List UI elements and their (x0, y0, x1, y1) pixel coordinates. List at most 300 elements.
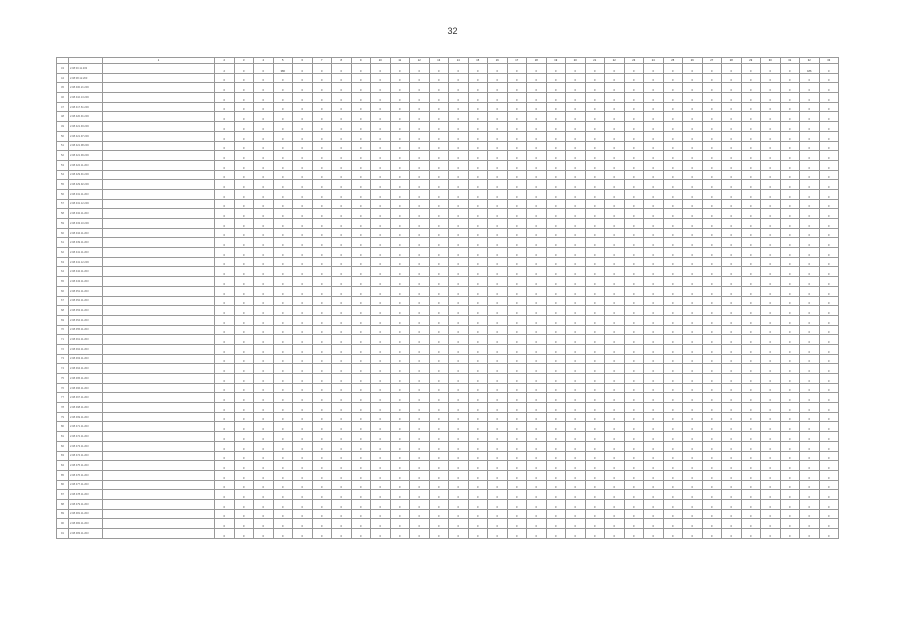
value-cell: 0 (234, 383, 254, 393)
row-number: 65 (57, 277, 69, 287)
value-cell: 0 (624, 160, 644, 170)
value-cell: 0 (488, 325, 508, 335)
value-cell: 0 (585, 344, 605, 354)
value-cell: 0 (761, 199, 781, 209)
value-cell: 0 (273, 141, 293, 151)
value-cell: 0 (215, 412, 235, 422)
row-number: 50 (57, 131, 69, 141)
value-cell: 0 (585, 238, 605, 248)
value-cell: 0 (683, 344, 703, 354)
value-cell: 0 (780, 354, 800, 364)
value-cell: 0 (312, 325, 332, 335)
value-cell: 0 (624, 344, 644, 354)
value-cell: 0 (663, 160, 683, 170)
value-cell: 0 (741, 306, 761, 316)
value-cell: 0 (332, 228, 352, 238)
value-cell: 0 (468, 151, 488, 161)
value-cell: 0 (449, 325, 469, 335)
value-cell: 0 (819, 412, 839, 422)
value-cell: 0 (605, 412, 625, 422)
row-number: 81 (57, 432, 69, 442)
value-cell: 0 (410, 393, 430, 403)
value-cell: 0 (429, 296, 449, 306)
value-cell: 0 (488, 335, 508, 345)
value-cell: 0 (644, 286, 664, 296)
value-cell: 0 (312, 422, 332, 432)
value-cell: 0 (234, 209, 254, 219)
value-cell: 0 (780, 374, 800, 384)
row-number: 56 (57, 189, 69, 199)
value-cell: 0 (410, 335, 430, 345)
value-cell: 0 (507, 209, 527, 219)
value-cell: 0 (605, 393, 625, 403)
value-cell: 0 (800, 344, 820, 354)
value-cell: 0 (624, 73, 644, 83)
value-cell: 0 (702, 199, 722, 209)
value-cell: 0 (273, 286, 293, 296)
value-cell: 0 (527, 344, 547, 354)
value-cell: 0 (351, 151, 371, 161)
value-cell: 0 (371, 499, 391, 509)
value-cell: 0 (293, 151, 313, 161)
value-cell: 0 (410, 383, 430, 393)
value-cell: 0 (215, 393, 235, 403)
value-cell: 0 (624, 248, 644, 258)
value-cell: 0 (371, 354, 391, 364)
value-cell: 0 (605, 131, 625, 141)
value-cell: 0 (351, 296, 371, 306)
value-cell: 0 (722, 277, 742, 287)
value-cell: 0 (741, 461, 761, 471)
value-cell: 0 (624, 461, 644, 471)
value-cell: 0 (332, 490, 352, 500)
row-code: 2.08 469.11.203 (69, 412, 103, 422)
value-cell: 0 (449, 131, 469, 141)
value-cell: 0 (254, 393, 274, 403)
value-cell: 0 (741, 93, 761, 103)
value-cell: 0 (429, 267, 449, 277)
value-cell: 0 (429, 451, 449, 461)
value-cell: 0 (507, 131, 527, 141)
value-cell: 0 (390, 306, 410, 316)
value-cell: 0 (215, 277, 235, 287)
value-cell: 0 (429, 257, 449, 267)
value-cell: 0 (527, 393, 547, 403)
value-cell: 0 (566, 315, 586, 325)
value-cell: 0 (293, 296, 313, 306)
value-cell: 0 (234, 248, 254, 258)
value-cell: 0 (722, 112, 742, 122)
value-cell: 0 (624, 286, 644, 296)
value-cell: 0 (351, 470, 371, 480)
value-cell: 0 (527, 267, 547, 277)
value-cell: 0 (527, 122, 547, 132)
value-cell: 0 (449, 374, 469, 384)
value-cell: 0 (741, 238, 761, 248)
value-cell: 0 (780, 432, 800, 442)
table-row (57, 102, 839, 112)
value-cell: 0 (702, 499, 722, 509)
value-cell: 0 (683, 296, 703, 306)
value-cell: 0 (566, 335, 586, 345)
value-cell: 0 (254, 228, 274, 238)
value-cell: 0 (741, 529, 761, 539)
value-cell: 0 (527, 199, 547, 209)
value-cell: 0 (351, 64, 371, 74)
value-cell: 0 (488, 189, 508, 199)
value-cell: 0 (722, 286, 742, 296)
value-cell: 0 (644, 422, 664, 432)
value-cell: 0 (293, 306, 313, 316)
value-cell: 0 (800, 480, 820, 490)
value-cell: 0 (507, 441, 527, 451)
value-cell: 0 (234, 141, 254, 151)
value-cell: 0 (605, 296, 625, 306)
value-cell: 0 (468, 374, 488, 384)
value-cell: 0 (683, 374, 703, 384)
value-cell: 0 (663, 374, 683, 384)
value-cell: 0 (293, 228, 313, 238)
value-cell: 0 (722, 64, 742, 74)
value-cell: 0 (585, 480, 605, 490)
value-cell: 0 (234, 412, 254, 422)
value-cell: 0 (761, 102, 781, 112)
value-cell: 0 (293, 335, 313, 345)
value-cell: 0 (702, 354, 722, 364)
value-cell: 0 (332, 315, 352, 325)
value-cell: 0 (332, 151, 352, 161)
value-cell: 0 (702, 490, 722, 500)
value-cell: 0 (624, 509, 644, 519)
row-code: 2.08 442.11.203 (69, 267, 103, 277)
row-name (103, 344, 215, 354)
value-cell: 0 (351, 228, 371, 238)
value-cell: 0 (254, 189, 274, 199)
value-cell: 0 (644, 470, 664, 480)
value-cell: 0 (644, 499, 664, 509)
value-cell: 0 (468, 432, 488, 442)
row-number: 62 (57, 248, 69, 258)
value-cell: 0 (507, 248, 527, 258)
value-cell: 0 (722, 219, 742, 229)
value-cell: 0 (566, 499, 586, 509)
value-cell: 0 (683, 412, 703, 422)
value-cell: 0 (761, 519, 781, 529)
value-cell: 0 (488, 151, 508, 161)
value-cell: 0 (390, 277, 410, 287)
value-cell: 0 (800, 122, 820, 132)
row-name (103, 209, 215, 219)
value-cell: 0 (390, 160, 410, 170)
value-cell: 0 (527, 131, 547, 141)
value-cell: 0 (371, 374, 391, 384)
value-cell: 0 (312, 228, 332, 238)
value-cell: 0 (761, 509, 781, 519)
value-cell: 0 (566, 296, 586, 306)
report-table (56, 57, 839, 539)
header-cell: 26 (683, 58, 703, 64)
value-cell: 0 (741, 83, 761, 93)
value-cell: 0 (449, 93, 469, 103)
value-cell: 0 (683, 141, 703, 151)
value-cell: 0 (215, 122, 235, 132)
value-cell: 0 (390, 286, 410, 296)
value-cell: 0 (507, 383, 527, 393)
value-cell: 0 (585, 364, 605, 374)
value-cell: 0 (234, 112, 254, 122)
value-cell: 0 (702, 257, 722, 267)
value-cell: 0 (215, 335, 235, 345)
value-cell: 0 (410, 248, 430, 258)
value-cell: 0 (585, 383, 605, 393)
value-cell: 0 (722, 519, 742, 529)
value-cell: 0 (371, 170, 391, 180)
value-cell: 0 (273, 403, 293, 413)
value-cell: 0 (741, 432, 761, 442)
value-cell: 0 (644, 335, 664, 345)
value-cell: 0 (332, 112, 352, 122)
value-cell: 0 (254, 151, 274, 161)
row-number: 84 (57, 461, 69, 471)
value-cell: 0 (780, 519, 800, 529)
value-cell: 0 (293, 73, 313, 83)
value-cell: 0 (371, 519, 391, 529)
value-cell: 0 (312, 470, 332, 480)
value-cell: 0 (624, 432, 644, 442)
value-cell: 0 (663, 228, 683, 238)
value-cell: 0 (527, 451, 547, 461)
row-code: 2.08 453.11.203 (69, 306, 103, 316)
value-cell: 0 (605, 170, 625, 180)
value-cell: 0 (819, 441, 839, 451)
value-cell: 0 (605, 422, 625, 432)
value-cell: 0 (761, 93, 781, 103)
value-cell: 0 (624, 189, 644, 199)
value-cell: 0 (566, 257, 586, 267)
value-cell: 0 (273, 296, 293, 306)
value-cell: 0 (390, 189, 410, 199)
value-cell: 0 (332, 267, 352, 277)
value-cell: 0 (312, 432, 332, 442)
value-cell: 0 (312, 189, 332, 199)
value-cell: 0 (702, 160, 722, 170)
table-row (57, 112, 839, 122)
value-cell: 0 (468, 451, 488, 461)
value-cell: 0 (390, 499, 410, 509)
value-cell: 0 (488, 131, 508, 141)
value-cell: 0 (780, 529, 800, 539)
row-number: 91 (57, 529, 69, 539)
value-cell: 0 (819, 335, 839, 345)
value-cell: 0 (761, 189, 781, 199)
value-cell: 0 (683, 73, 703, 83)
value-cell: 0 (527, 228, 547, 238)
table-row (57, 286, 839, 296)
value-cell: 0 (293, 160, 313, 170)
value-cell: 0 (332, 441, 352, 451)
value-cell: 0 (546, 354, 566, 364)
value-cell: 0 (644, 219, 664, 229)
value-cell: 0 (429, 228, 449, 238)
row-number: 48 (57, 112, 69, 122)
value-cell: 0 (371, 199, 391, 209)
value-cell: 0 (468, 441, 488, 451)
value-cell: 0 (215, 189, 235, 199)
header-cell: 31 (780, 58, 800, 64)
value-cell: 0 (741, 180, 761, 190)
value-cell: 0 (761, 403, 781, 413)
value-cell: 0 (351, 102, 371, 112)
value-cell: 0 (332, 422, 352, 432)
value-cell: 0 (527, 412, 547, 422)
value-cell: 0 (761, 325, 781, 335)
value-cell: 0 (410, 209, 430, 219)
value-cell: 0 (488, 277, 508, 287)
value-cell: 0 (488, 529, 508, 539)
value-cell: 0 (663, 509, 683, 519)
value-cell: 0 (273, 374, 293, 384)
value-cell: 0 (663, 122, 683, 132)
value-cell: 0 (780, 73, 800, 83)
value-cell: 0 (293, 451, 313, 461)
value-cell: 0 (312, 238, 332, 248)
value-cell: 0 (390, 403, 410, 413)
row-number: 57 (57, 199, 69, 209)
value-cell: 0 (254, 73, 274, 83)
value-cell: 0 (507, 267, 527, 277)
value-cell: 0 (254, 519, 274, 529)
row-number: 79 (57, 412, 69, 422)
table-row (57, 141, 839, 151)
value-cell: 0 (273, 83, 293, 93)
value-cell: 0 (371, 422, 391, 432)
value-cell: 0 (429, 383, 449, 393)
row-code: 2.08 463.11.203 (69, 354, 103, 364)
value-cell: 0 (566, 432, 586, 442)
value-cell: 0 (293, 83, 313, 93)
value-cell: 0 (410, 277, 430, 287)
value-cell: 0 (215, 170, 235, 180)
value-cell: 0 (741, 112, 761, 122)
value-cell: 0 (507, 306, 527, 316)
value-cell: 0 (234, 432, 254, 442)
value-cell: 0 (683, 199, 703, 209)
value-cell: 0 (663, 64, 683, 74)
value-cell: 0 (390, 257, 410, 267)
value-cell: 0 (332, 219, 352, 229)
value-cell: 0 (761, 248, 781, 258)
value-cell: 0 (234, 374, 254, 384)
value-cell: 0 (449, 441, 469, 451)
value-cell: 0 (527, 509, 547, 519)
value-cell: 0 (351, 131, 371, 141)
value-cell: 0 (546, 364, 566, 374)
value-cell: 0 (702, 432, 722, 442)
value-cell: 0 (644, 519, 664, 529)
value-cell: 0 (644, 141, 664, 151)
value-cell: 0 (741, 170, 761, 180)
row-number: 49 (57, 122, 69, 132)
value-cell: 0 (663, 209, 683, 219)
value-cell: 0 (624, 112, 644, 122)
table-row (57, 325, 839, 335)
value-cell: 0 (624, 403, 644, 413)
value-cell: 0 (293, 248, 313, 258)
value-cell: 0 (312, 374, 332, 384)
value-cell: 0 (702, 480, 722, 490)
value-cell: 0 (761, 141, 781, 151)
value-cell: 0 (488, 470, 508, 480)
row-code: 2.08 429.92.203 (69, 180, 103, 190)
value-cell: 0 (741, 122, 761, 132)
value-cell: 0 (741, 490, 761, 500)
value-cell: 0 (722, 83, 742, 93)
value-cell: 0 (410, 480, 430, 490)
value-cell: 0 (351, 529, 371, 539)
value-cell: 0 (332, 383, 352, 393)
value-cell: 0 (663, 93, 683, 103)
value-cell: 0 (507, 286, 527, 296)
value-cell: 0 (215, 286, 235, 296)
table-row (57, 403, 839, 413)
value-cell: 0 (273, 325, 293, 335)
value-cell: 0 (546, 180, 566, 190)
value-cell: 0 (683, 364, 703, 374)
value-cell: 0 (644, 73, 664, 83)
value-cell: 0 (585, 141, 605, 151)
value-cell: 0 (312, 248, 332, 258)
value-cell: 0 (468, 480, 488, 490)
value-cell: 0 (468, 470, 488, 480)
value-cell: 0 (410, 325, 430, 335)
table-row (57, 451, 839, 461)
value-cell: 0 (293, 374, 313, 384)
value-cell: 0 (546, 170, 566, 180)
value-cell: 0 (566, 480, 586, 490)
table-row (57, 422, 839, 432)
value-cell: 0 (507, 344, 527, 354)
value-cell: 0 (351, 461, 371, 471)
value-cell: 0 (585, 335, 605, 345)
value-cell: 0 (605, 461, 625, 471)
value-cell: 0 (254, 412, 274, 422)
value-cell: 0 (507, 83, 527, 93)
value-cell: 0 (468, 461, 488, 471)
value-cell: 0 (605, 102, 625, 112)
value-cell: 0 (741, 393, 761, 403)
value-cell: 0 (273, 499, 293, 509)
row-name (103, 432, 215, 442)
value-cell: 0 (527, 315, 547, 325)
row-code: 2.08 461.11.203 (69, 335, 103, 345)
value-cell: 0 (585, 325, 605, 335)
value-cell: 0 (819, 354, 839, 364)
value-cell: 0 (663, 83, 683, 93)
row-code: 2.08 422.11.203 (69, 160, 103, 170)
value-cell: 0 (800, 325, 820, 335)
value-cell: 0 (585, 180, 605, 190)
value-cell: 0 (273, 189, 293, 199)
value-cell: 0 (273, 122, 293, 132)
value-cell: 0 (527, 180, 547, 190)
row-code: 2.08 434.11.203 (69, 228, 103, 238)
value-cell: 0 (293, 64, 313, 74)
value-cell: 0 (429, 112, 449, 122)
table-row (57, 529, 839, 539)
row-code: 2.08 431.11.203 (69, 189, 103, 199)
value-cell: 0 (605, 151, 625, 161)
value-cell: 0 (507, 277, 527, 287)
